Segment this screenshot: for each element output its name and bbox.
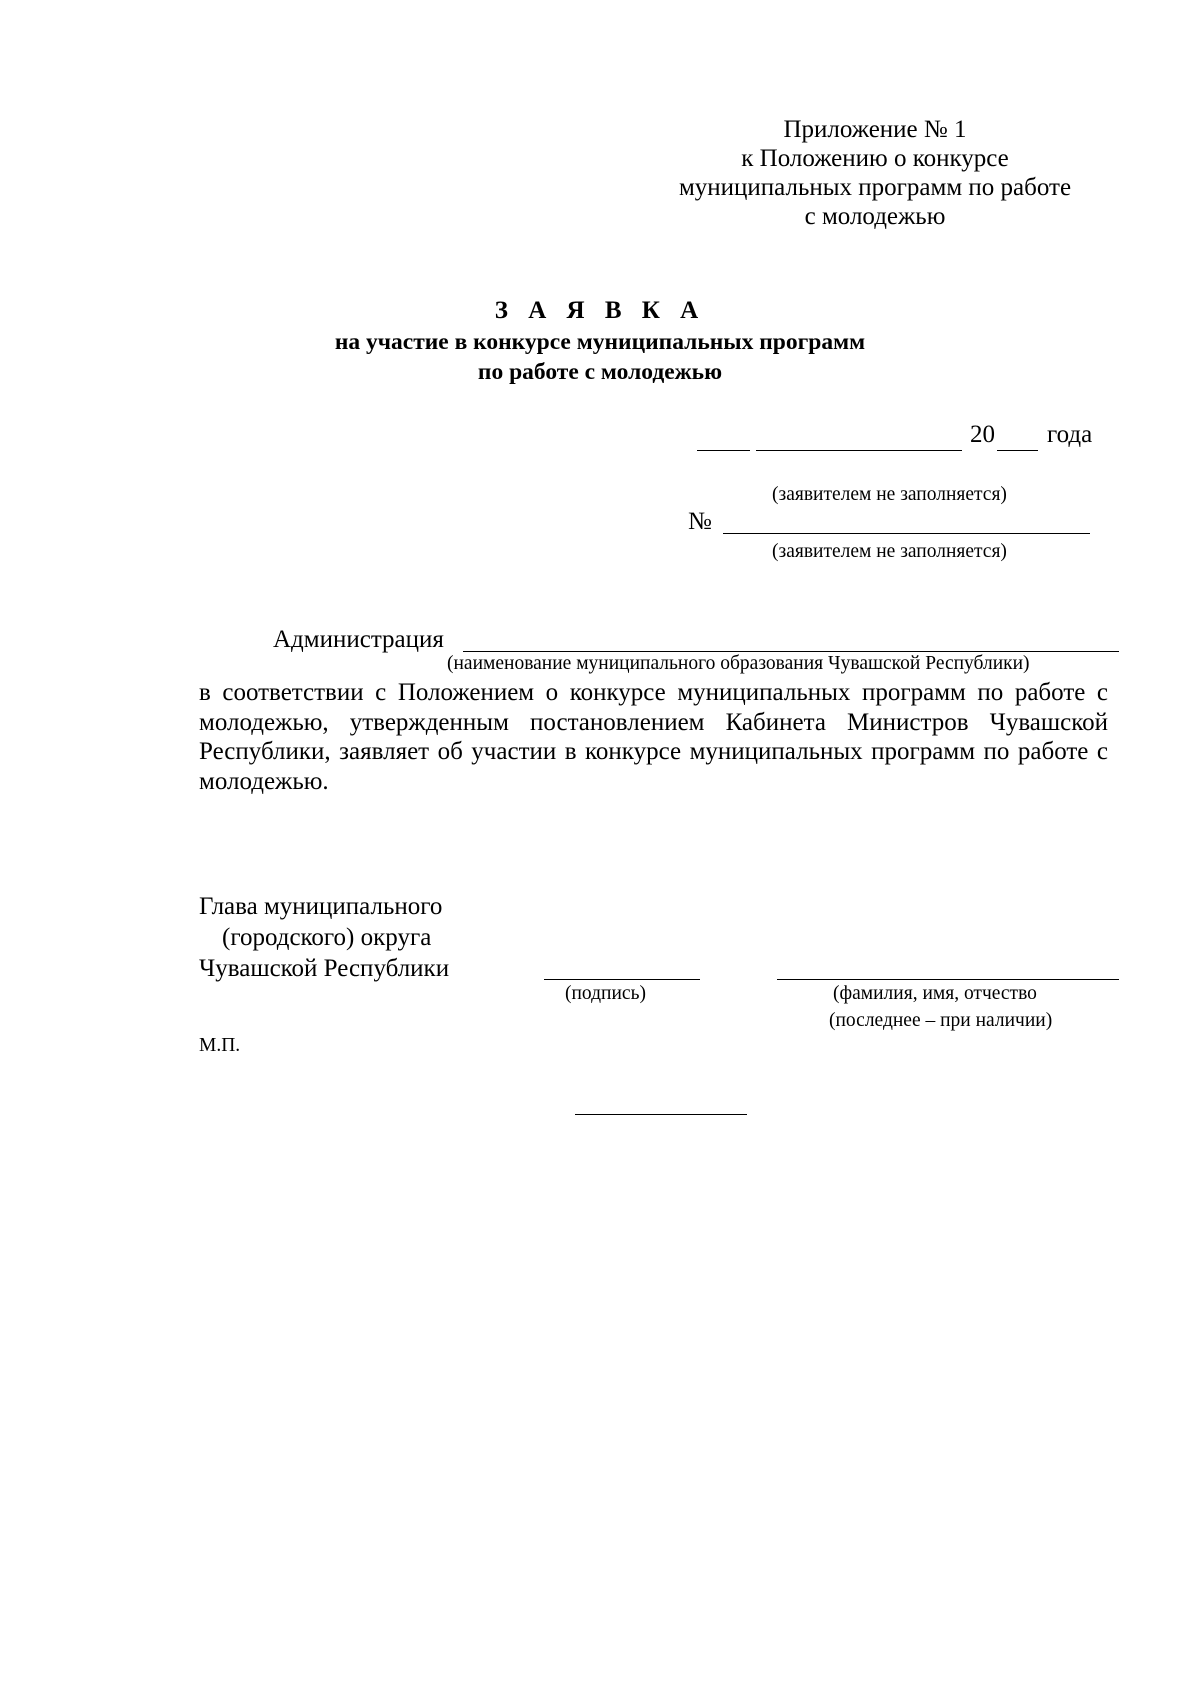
- closing-separator-line: [575, 1114, 747, 1115]
- signer-position-line-1: Глава муниципального: [199, 893, 443, 920]
- administration-label: Администрация: [273, 626, 444, 653]
- document-title: З А Я В К А: [494, 297, 706, 324]
- date-note: (заявителем не заполняется): [772, 484, 1007, 505]
- signature-caption: (подпись): [565, 983, 646, 1004]
- municipality-caption: (наименование муниципального образования Чувашской Республики): [447, 653, 1030, 674]
- full-name-caption-line-2: (последнее – при наличии): [829, 1010, 1053, 1031]
- signer-position-line-2: (городского) округа: [222, 924, 432, 951]
- appendix-reference: [640, 115, 1110, 231]
- municipality-name-field[interactable]: [463, 651, 1119, 652]
- date-year-field[interactable]: [997, 450, 1038, 451]
- full-name-caption-line-1: (фамилия, имя, отчество: [833, 983, 1037, 1004]
- document-subtitle-line-2: по работе с молодежью: [477, 359, 723, 385]
- full-name-field[interactable]: [777, 979, 1119, 980]
- signer-position-line-3: Чувашской Республики: [199, 955, 450, 982]
- registration-number-field[interactable]: [723, 533, 1090, 534]
- number-symbol: №: [688, 508, 712, 535]
- date-year-suffix: года: [1047, 421, 1093, 448]
- number-note: (заявителем не заполняется): [772, 541, 1007, 562]
- appendix-line-1: Приложение № 1: [783, 116, 967, 143]
- date-year-prefix: 20: [970, 421, 995, 448]
- application-body-text: в соответствии с Положением о конкурсе муниципальных программ по работе с молодежью, утвержденным постановлением Кабинета Министров Чувашской Республики, заявляет об участии в конкурсе муниципальных программ по работе с молодежью.: [199, 679, 1108, 795]
- stamp-placeholder: М.П.: [199, 1035, 241, 1056]
- signature-field[interactable]: [544, 979, 700, 980]
- date-month-field[interactable]: [756, 450, 962, 451]
- document-subtitle-line-1: на участие в конкурсе муниципальных программ: [334, 329, 866, 355]
- date-day-field[interactable]: [697, 450, 750, 451]
- appendix-line-3: муниципальных программ по работе: [678, 174, 1072, 201]
- appendix-line-2: к Положению о конкурсе: [741, 145, 1009, 172]
- appendix-line-4: с молодежью: [804, 203, 946, 230]
